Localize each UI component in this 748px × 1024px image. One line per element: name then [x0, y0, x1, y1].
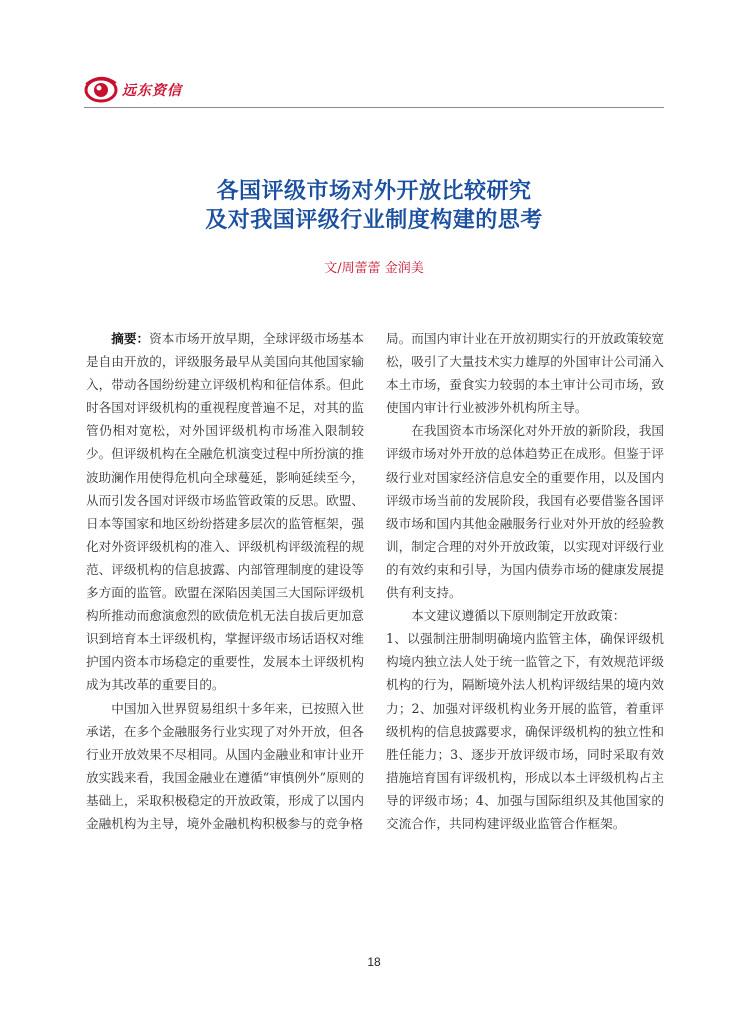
abstract-label: 摘要： [111, 331, 150, 346]
page-number: 18 [367, 955, 381, 969]
abstract-text: 资本市场开放早期，全球评级市场基本是自由开放的，评级服务最早从美国向其他国家输入，带动各国纷纷建立评级机构和征信体系。但此时各国对评级机构的重视程度普遍不足，对其的监管仍相对宽松，对外国评级机构市场准入限制较少。但评级机构在全融危机演变过程中所扮演的推波助澜作用使得危机向全球蔓延，影响延续至今，从而引发各国对评级市场监管政策的反思。欧盟、日本等国家和地区纷纷搭建多层次的监管框架，强化对外资评级机构的准入、评级机构评级流程的规范、评级机构的信息披露、内部管理制度的建设等多方面的监管。欧盟在深陷因美国三大国际评级机构所推动而愈演愈烈的欧债危机无法自拔后更加意识到培育本土评级机构，掌握评级市场话语权对维护国内资本市场稳定的重要性，发展本土评级机构成为其改革的重要目的。 [86, 331, 365, 693]
right-column [386, 327, 664, 835]
article-title-line-2: 及对我国评级行业制度构建的思考 [205, 208, 543, 233]
article-title-line-1: 各国评级市场对外开放比较研究 [216, 179, 532, 204]
header-rule [84, 107, 664, 108]
left-column [86, 327, 364, 835]
abstract-paragraph [86, 327, 364, 697]
body-paragraph: 中国加入世界贸易组织十多年来，已按照入世承诺，在多个金融服务行业实现了对外开放，但各行业开放效果不尽相同。从国内金融业和审计业开放实践来看，我国金融业在遵循“审慎例外”原则的基础上，采取积极稳定的开放政策，形成了以国内金融机构为主导，境外金融机构积极参与的竞争格 [86, 700, 364, 831]
brand-name: 远东资信 [122, 83, 182, 99]
eye-swoosh-logo-icon [84, 74, 118, 104]
body-paragraph: 在我国资本市场深化对外开放的新阶段，我国评级市场对外开放的总体趋势正在成形。但鉴于评级行业对国家经济信息安全的重要作用，以及国内评级市场当前的发展阶段，我国有必要借鉴各国评级市场和国内其他金融服务行业对外开放的经验教训，制定合理的对外开放政策，以实现对评级行业的有效约束和引导，为国内债券市场的健康发展提供有利支持。 [386, 423, 664, 601]
principles-list: 1、以强制注册制明确境内监管主体，确保评级机构境内独立法人处于统一监管之下，有效规范评级机构的行为，隔断境外法人机构评级结果的境内效力；2、加强对评级机构业务开展的监管，着重评级机构的信息披露要求，确保评级机构的独立性和胜任能力；3、逐步开放评级市场，同时采取有效措施培育国有评级机构，形成以本土评级机构占主导的评级市场；4、加强与国际组织及其他国家的交流合作，共同构建评级业监管合作框架。 [386, 631, 664, 831]
body-paragraph: 本文建议遵循以下原则制定开放政策： [411, 608, 626, 624]
author-byline: 文/周蕾蕾 金润美 [324, 261, 424, 276]
page-header [84, 74, 664, 110]
body-paragraph: 局。而国内审计业在开放初期实行的开放政策较宽松，吸引了大量技术实力雄厚的外国审计公司涌入本土市场，蚕食实力较弱的本土审计公司市场，致使国内审计行业被涉外机构所主导。 [386, 331, 664, 416]
